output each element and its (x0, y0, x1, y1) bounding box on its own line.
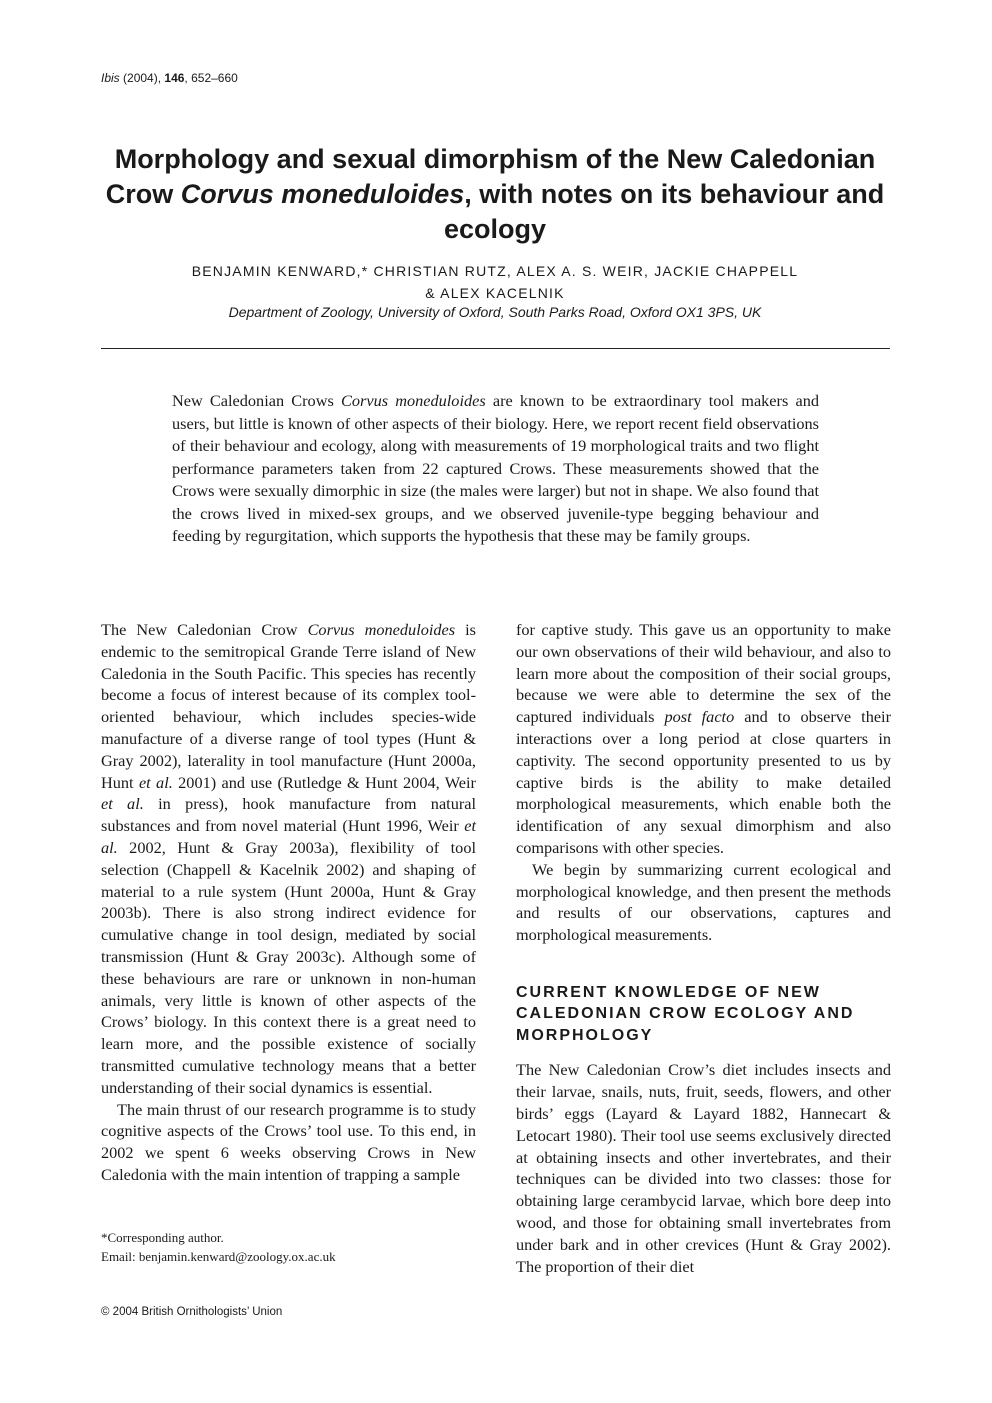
abstract (172, 390, 819, 548)
article-title (95, 142, 895, 247)
title-part1: Morphology and sexual dimorphism of the New Caledonian Crow (105, 144, 876, 209)
p1-text-1: The New Caledonian Crow (101, 620, 308, 639)
abstract-text-2: are known to be extraordinary tool makers and users, but little is known of other aspects of their biology. Here, we report recent field observations of their behaviour and ecology, along with measurements of 19 morphological traits and two flight performance parameters taken from 22 captured Crows. These measurements showed that the Crows were sexually dimorphic in size (the males were larger) but not in shape. We also found that the crows lived in mixed-sex groups, and we observed juvenile-type begging behaviour and feeding by regurgitation, which supports the hypothesis that these may be family groups. (172, 391, 819, 545)
p1-text-3: 2001) and use (Rutledge & Hunt 2004, Weir (172, 772, 476, 792)
journal-name: Ibis (101, 71, 120, 85)
p1-text-5: 2002, Hunt & Gray 2003a), flexibility of tool selection (Chappell & Kacelnik 2002) and shaping of material to a rule system (Hunt 2000a, Hunt & Gray 2003b). There is also strong indirect evidence for cumulative change in tool design, mediated by social transmission (Hunt & Gray 2003c). Although some of these behaviours are rare or unknown in non-human animals, very little is known of other aspects of the Crows’ biology. In this context there is a great need to learn more, and the possible existence of socially transmitted cumulative technology means that a better understanding of their social dynamics is essential. (101, 837, 476, 1097)
body-column-right (516, 619, 891, 1277)
authors-line-2: & ALEX KACELNIK (425, 285, 565, 301)
title-part2: , with notes on its behaviour and ecology (443, 179, 885, 244)
paragraph-introduction (101, 619, 476, 1099)
body-text: and to observe their interactions over a long period at close quarters in captivity. The second opportunity presented to us by captive birds is the ability to make detailed morphological measurements, which enable both the identification of any sexual dimorphism and also comparisons with other species. (516, 707, 892, 857)
italic-text: post facto (664, 707, 735, 727)
journal-year: (2004), (119, 71, 165, 85)
paragraph-research-programme (101, 1099, 476, 1186)
paragraph-diet: The New Caledonian Crow’s diet includes insects and their larvae, snails, nuts, fruit, seeds, flowers, and other birds’ eggs (Layard & Layard 1882, Hannecart & Letocart 1980). Their tool use seems exclusively directed at obtaining insects and other invertebrates, and their techniques can be divided into two classes: those for obtaining large cerambycid larvae, which bore deep into wood, and those for obtaining small invertebrates from under bark and in other crevices (Hunt & Gray 2002). The proportion of their diet (516, 1060, 891, 1276)
paragraph-research-programme-continued (516, 619, 891, 859)
p1-et-al-2: et al. (101, 794, 144, 814)
p1-text-2: is endemic to the semitropical Grande Terre island of New Caledonia in the South Pacific. This species has recently become a focus of interest because of its complex tool-oriented behaviour, which includes species-wide manufacture of a diverse range of tool types (Hunt & Gray 2002), laterality in tool manufacture (Hunt 2000a, Hunt (101, 620, 476, 792)
p1-et-al-3: et al. (101, 816, 476, 857)
footnote-email: Email: benjamin.kenward@zoology.ox.ac.uk (101, 1249, 336, 1264)
p1-species: Corvus moneduloides (307, 620, 456, 639)
paragraph-summary: We begin by summarizing current ecological and morphological knowledge, and then present the methods and results of our observations, captures and morphological measurements. (516, 859, 891, 945)
header-divider (101, 348, 890, 349)
journal-volume: 146 (164, 71, 185, 85)
author-list (95, 260, 895, 304)
p1-et-al-1: et al. (138, 772, 173, 792)
copyright: © 2004 British Ornithologists’ Union (101, 1306, 283, 1318)
journal-pages: , 652–660 (184, 71, 238, 85)
body-column-left (101, 619, 476, 1186)
abstract-species: Corvus moneduloides (341, 391, 486, 410)
p1-text-4: in press), hook manufacture from natural substances and from novel material (Hunt 1996, Weir (101, 794, 477, 836)
footnote (101, 1228, 336, 1266)
section-heading: CURRENT KNOWLEDGE OF NEW CALEDONIAN CROW ECOLOGY AND MORPHOLOGY (516, 983, 855, 1044)
journal-reference (101, 71, 238, 85)
abstract-text-1: New Caledonian Crows (172, 391, 341, 410)
body-text: for captive study. This gave us an opportunity to make our own observations of their wild behaviour, and also to learn more about the composition of their social groups, because we were able to determine the sex of the captured individuals (516, 620, 891, 727)
title-species: Corvus moneduloides (180, 179, 465, 209)
authors-line-1: BENJAMIN KENWARD,* CHRISTIAN RUTZ, ALEX A. S. WEIR, JACKIE CHAPPELL (191, 263, 799, 279)
body-text: The main thrust of our research programme is to study cognitive aspects of the Crows’ tool use. To this end, in 2002 we spent 6 weeks observing Crows in New Caledonia with the main intention of trapping a sample (101, 1099, 476, 1184)
affiliation: Department of Zoology, University of Oxford, South Parks Road, Oxford OX1 3PS, UK (228, 304, 762, 320)
footnote-corresponding: *Corresponding author. (101, 1230, 224, 1245)
